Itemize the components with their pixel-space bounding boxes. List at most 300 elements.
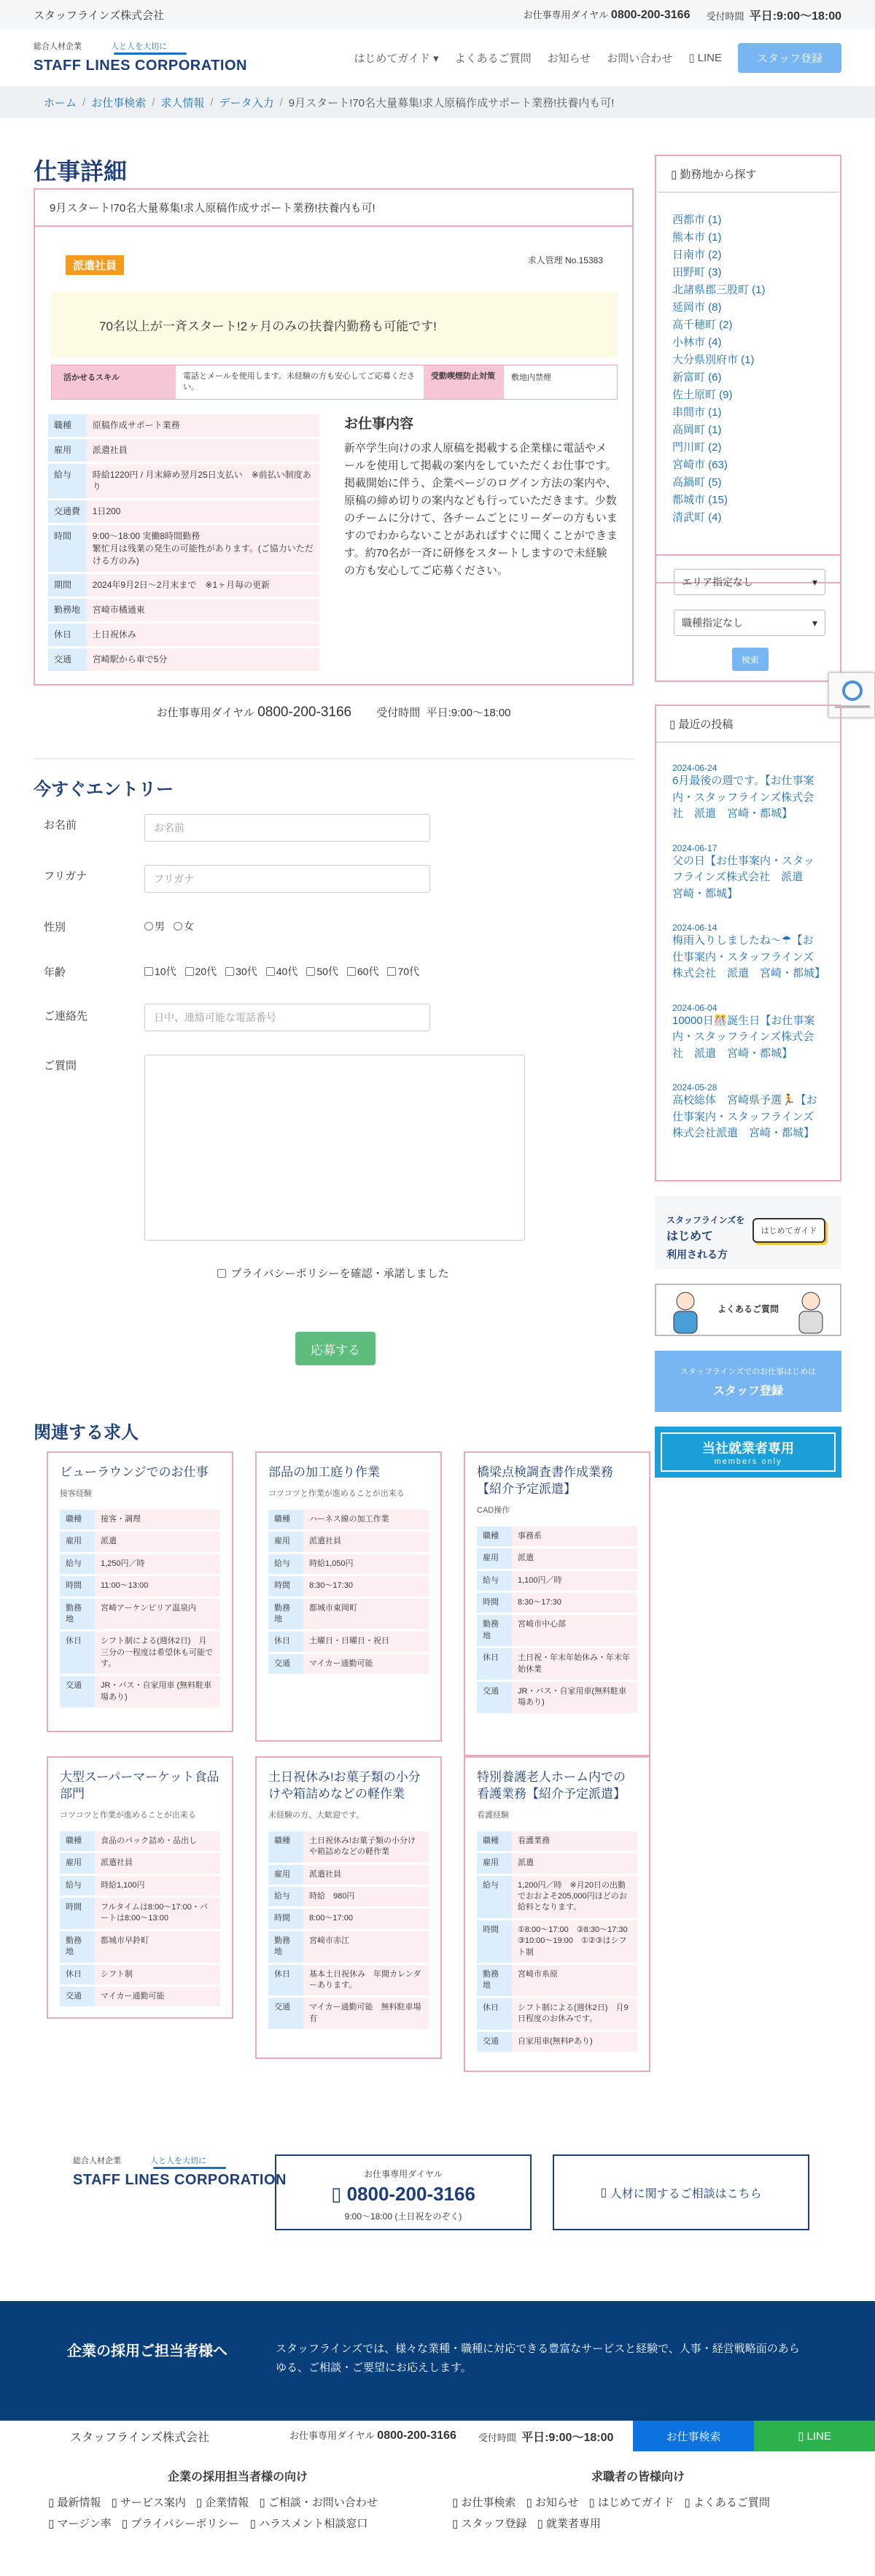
related-job-title[interactable]: 特別養護老人ホーム内での看護業務【紹介予定派遣】 (477, 1770, 626, 1801)
related-job-value: 1,100円／時 (512, 1571, 637, 1591)
footer-link[interactable]: ▯ ハラスメント相談窓口 (249, 2518, 368, 2530)
related-job-value: 派遣社員 (303, 1865, 429, 1885)
first-time-guide-banner[interactable]: スタッフラインズを はじめて 利用される方 はじめてガイド (655, 1196, 841, 1269)
footer-link[interactable]: ▯ スタッフ登録 (452, 2518, 527, 2530)
related-job-row (477, 1571, 637, 1591)
related-job-label: 勤務地 (477, 1615, 512, 1646)
related-job-title[interactable]: 部品の加工庭り作業 (268, 1465, 380, 1479)
related-job-subtitle: コツコツと作業が進めることが出来る (268, 1489, 405, 1498)
age-60[interactable]: 60代 (347, 964, 379, 979)
job-title: 9月スタート!70名大量募集!求人原稿作成サポート業務!扶養内も可! (35, 190, 632, 227)
gender-female[interactable]: 女 (174, 919, 194, 934)
footer-link[interactable]: ▯ マージン率 (48, 2518, 112, 2530)
related-job-label: 休日 (268, 1632, 303, 1651)
related-job-value: マイカー通勤可能 (303, 1654, 429, 1674)
square-icon: ▯ (195, 2497, 206, 2509)
gender-male[interactable]: 男 (144, 919, 165, 934)
related-job-label: 勤務地 (60, 1599, 95, 1630)
square-icon: ▯ (48, 2518, 58, 2530)
related-job-label: 給与 (477, 1571, 512, 1591)
post-title[interactable]: 6月最後の週です。【お仕事案内・スタッフラインズ株式会社 派遣 宮崎・都城】 (672, 775, 814, 820)
square-icon: ▯ (249, 2518, 259, 2530)
register-button[interactable]: スタッフ登録 (738, 43, 841, 73)
related-job-row (60, 1554, 220, 1574)
square-icon: ▯ (452, 2518, 462, 2530)
age-40[interactable]: 40代 (266, 964, 298, 979)
job-info-row (48, 599, 319, 621)
job-info-row (48, 574, 319, 597)
related-job-row (268, 1599, 429, 1630)
nav-news[interactable]: お知らせ (547, 52, 591, 65)
area-link[interactable]: 延岡市 (8) (672, 301, 722, 314)
skills-row (51, 365, 618, 400)
related-job-label: 勤務地 (268, 1931, 303, 1963)
post-date: 2024-06-17 (672, 842, 718, 853)
related-job-row (268, 1654, 429, 1674)
submit-button[interactable]: 応募する (295, 1332, 376, 1365)
nav-guide[interactable]: はじめてガイド ▾ (354, 52, 439, 65)
related-job-label: 給与 (60, 1876, 95, 1896)
related-job-label: 時間 (268, 1909, 303, 1928)
related-job-value: 宮崎アーケンビリア温泉内 (95, 1599, 220, 1630)
related-job-card[interactable] (255, 1756, 442, 2059)
related-job-label: 休日 (60, 1965, 95, 1985)
related-title: 関連する求人 (34, 1423, 139, 1443)
related-job-value: 派遣 (512, 1853, 637, 1873)
footer-link[interactable]: ▯ 最新情報 (48, 2497, 101, 2509)
related-job-label: 勤務地 (268, 1599, 303, 1630)
related-job-label: 給与 (268, 1887, 303, 1906)
job-description-title: お仕事内容 (344, 416, 414, 432)
breadcrumb-home[interactable]: ホーム (44, 96, 77, 109)
nav-faq[interactable]: よくあるご質問 (454, 52, 532, 65)
related-job-value: JR・バス・自家用車(無料駐車場あり) (512, 1682, 637, 1713)
area-link[interactable]: 佐土原町 (9) (672, 389, 733, 401)
job-info-label: 交通 (48, 648, 87, 671)
related-job-subtitle: 看護経験 (477, 1810, 509, 1820)
name-input[interactable]: お名前 (144, 814, 430, 842)
post-icon: ▯ (669, 718, 679, 731)
job-info-value: 宮崎駅から車で5分 (87, 648, 319, 671)
related-job-label: 時間 (60, 1576, 95, 1596)
members-only-banner[interactable]: 当社就業者専用 members only (655, 1427, 841, 1478)
related-job-label: 時間 (60, 1898, 95, 1929)
related-job-card[interactable] (464, 1756, 650, 2072)
job-catchphrase: 70名以上が一斉スタート!2ヶ月のみの扶養内勤務も可能です! (51, 292, 618, 357)
skills-label: 活かせるスキル (52, 365, 176, 399)
line-icon: ▯ (688, 52, 698, 64)
page-title: 仕事詳細 (34, 158, 128, 185)
related-job-row (60, 1853, 220, 1873)
nav-line[interactable]: ▯ LINE (688, 52, 722, 64)
related-job-subtitle: コツコツと作業が進めることが出来る (60, 1810, 196, 1820)
related-job-value: 8:30〜17:30 (512, 1593, 637, 1613)
job-info-value: 9:00〜18:00 実働8時間勤務 繁忙月は残業の発生の可能性があります。(ご協力いただける方のみ) (87, 525, 319, 572)
breadcrumb-jobs[interactable]: 求人情報 (160, 96, 205, 109)
square-icon: ▯ (121, 2518, 131, 2530)
footer-link[interactable]: ▯ 就業者専用 (537, 2518, 601, 2530)
job-type-select[interactable]: 職種指定なし ▾ (674, 610, 825, 636)
related-job-title[interactable]: 大型スーパーマーケット食品部門 (60, 1770, 219, 1801)
post-title[interactable]: 高校総体 宮崎県予選🏃【お仕事案内・スタッフラインズ株式会社派遣 宮崎・都城】 (672, 1094, 817, 1139)
area-link[interactable]: 宮崎市 (63) (672, 459, 728, 471)
area-link[interactable]: 新富町 (6) (672, 371, 722, 384)
top-bar (0, 0, 875, 29)
dial-number[interactable]: 0800-200-3166 (610, 9, 691, 21)
related-job-row (477, 1648, 637, 1680)
job-info-value: 原稿作成サポート業務 (87, 414, 319, 437)
age-50[interactable]: 50代 (306, 964, 338, 979)
related-job-row (60, 1510, 220, 1529)
age-label: 年齢 (44, 966, 66, 979)
entry-title: 今すぐエントリー (34, 780, 174, 799)
employment-badge: 派遣社員 (66, 255, 124, 275)
related-job-label: 時間 (477, 1920, 512, 1963)
contact-dial-number[interactable]: 0800-200-3166 (257, 705, 352, 720)
related-job-title[interactable]: 土日祝休み!お菓子類の小分けや箱詰めなどの軽作業 (268, 1770, 421, 1801)
related-job-label: 時間 (477, 1593, 512, 1613)
area-link[interactable]: 大分県別府市 (1) (672, 354, 755, 366)
job-info-row (48, 648, 319, 671)
related-job-label: 休日 (268, 1965, 303, 1996)
related-job-label: 雇用 (268, 1532, 303, 1551)
related-job-row (477, 1998, 637, 2030)
map-pin-icon: ▯ (671, 168, 680, 181)
related-job-label: 給与 (60, 1554, 95, 1574)
footer-phone-box[interactable]: お仕事専用ダイヤル ▯ 0800-200-3166 9:00〜18:00 (土日祝をのぞく) (275, 2154, 532, 2230)
related-job-row (60, 1898, 220, 1929)
search-button[interactable]: 検索 (732, 648, 769, 671)
post-date: 2024-06-14 (672, 923, 718, 933)
related-job-label: 交通 (268, 1654, 303, 1674)
area-select[interactable]: エリア指定なし ▾ (674, 569, 825, 595)
job-info-row (48, 525, 319, 572)
related-job-row (477, 1920, 637, 1963)
related-job-label: 休日 (477, 1998, 512, 2030)
related-job-subtitle: 未経験の方、大歓迎です。 (268, 1810, 365, 1820)
age-30[interactable]: 30代 (225, 964, 257, 979)
contact-input[interactable]: 日中、連絡可能な電話番号 (144, 1004, 430, 1031)
contact-line: お仕事専用ダイヤル 0800-200-3166 受付時間 平日:9:00〜18:00 (156, 705, 511, 720)
square-icon: ▯ (452, 2497, 462, 2509)
corporate-banner: 企業の採用ご担当者様へ スタッフラインズでは、様々な業種・職種に対応できる豊富なサービスと経験で、人事・経営戦略面のあらゆる、ご相談・ご要望にお応えします。 (0, 2301, 875, 2421)
related-job-row (477, 1593, 637, 1613)
job-info-table (48, 412, 319, 673)
breadcrumb-current: 9月スタート!70名大量募集!求人原稿作成サポート業務!扶養内も可! (288, 96, 615, 109)
post-title[interactable]: 梅雨入りしましたね〜☂【お仕事案内・スタッフラインズ株式会社 派遣 宮崎・都城】 (672, 934, 826, 979)
post-title[interactable]: 父の日【お仕事案内・スタッフラインズ株式会社 派遣 宮崎・都城】 (672, 854, 815, 900)
related-job-value: 派遣 (512, 1548, 637, 1568)
related-job-value: 基本土日祝休み 年間カレンダーあります。 (303, 1965, 429, 1996)
related-job-row (60, 1532, 220, 1551)
recent-posts-box (655, 705, 841, 1182)
area-link[interactable]: 清武町 (4) (672, 511, 722, 524)
related-job-row (60, 1987, 220, 2006)
job-description-text: 新卒学生向けの求人原稿を掲載する企業様に電話やメールを使用して掲載の案内をしていただくお仕事です。掲載開始に伴う、企業ページのログイン方法の案内や、原稿の締め切りの案内なども行っていただきます。少数のチームに分けて、各チームごとにリーダーの方もいますのでわからないことがあればすぐに聞くことができます。約70名が一斉に研修をスタートしますので未経験の方も安心してご応募ください。 (344, 442, 618, 577)
related-job-subtitle: 接客経験 (60, 1489, 92, 1498)
related-job-value: ハーネス線の加工作業 (303, 1510, 429, 1529)
age-70[interactable]: 70代 (387, 964, 419, 979)
job-info-value: 時給1220円 / 月末締め翌月25日支払い ※前払い制度あり (87, 464, 319, 499)
related-job-value: シフト制 (95, 1965, 220, 1985)
job-info-label: 時間 (48, 525, 87, 572)
related-job-row (477, 1853, 637, 1873)
related-job-value: 食品のパック詰め・品出し (95, 1831, 220, 1851)
related-job-label: 職種 (477, 1526, 512, 1546)
smoke-label: 受動喫煙防止対策 (424, 365, 504, 399)
related-job-value: 派遣 (95, 1532, 220, 1551)
privacy-consent[interactable]: プライバシーポリシーを確認・承諾しました (0, 1265, 666, 1281)
job-info-label: 給与 (48, 464, 87, 499)
related-job-label: 職種 (60, 1831, 95, 1851)
related-job-label: 雇用 (60, 1532, 95, 1551)
related-job-row (477, 1876, 637, 1918)
footer-link[interactable]: ▯ お知らせ (526, 2497, 579, 2509)
job-info-label: 休日 (48, 624, 87, 646)
job-description (344, 413, 618, 580)
job-search-box (655, 554, 841, 682)
related-job-row (268, 1998, 429, 2029)
related-job-value: 都城市東岡町 (303, 1599, 429, 1630)
job-info-label: 交通費 (48, 500, 87, 523)
square-icon: ▯ (111, 2497, 120, 2509)
related-job-row (268, 1576, 429, 1596)
area-link[interactable]: 熊本市 (1) (672, 231, 722, 244)
job-number: 求人管理 No.15383 (527, 255, 603, 265)
name-label: お名前 (44, 819, 77, 831)
related-job-row (477, 1526, 637, 1546)
related-job-value: 8:00〜17:00 (303, 1909, 429, 1928)
job-info-row (48, 464, 319, 499)
related-job-value: 1,200円／時 ※月20日の出勤でおおよそ205,000円ほどのお給料となります。 (512, 1876, 637, 1918)
square-icon: ▯ (684, 2497, 693, 2509)
post-date: 2024-06-24 (672, 763, 718, 773)
related-job-value: 宮崎市中心部 (512, 1615, 637, 1646)
related-job-value: 派遣社員 (95, 1853, 220, 1873)
smoke-value: 敷地内禁煙 (511, 373, 551, 382)
first-guide-button: はじめてガイド (752, 1218, 825, 1243)
related-job-value: 都城市早鈴町 (95, 1931, 220, 1963)
privacy-checkbox[interactable] (217, 1269, 226, 1278)
related-job-label: 雇用 (477, 1548, 512, 1568)
recent-posts-title: ▯ 最近の投稿 (656, 706, 840, 742)
nav-contact[interactable]: お問い合わせ (607, 52, 673, 65)
job-info-value: 1日200 (87, 500, 319, 523)
related-job-value: 宮崎市糸原 (512, 1965, 637, 1996)
related-job-label: 勤務地 (477, 1965, 512, 1996)
related-job-row (60, 1876, 220, 1896)
job-info-label: 期間 (48, 574, 87, 597)
footer-link[interactable]: ▯ プライバシーポリシー (121, 2518, 240, 2530)
related-job-value: シフト制による(週休2日) 月三分の一程度は希望休も可能です。 (95, 1632, 220, 1674)
related-job-row (60, 1599, 220, 1630)
related-job-value: 土日祝・年末年始休み・年末年始休業 (512, 1648, 637, 1680)
related-job-label: 雇用 (60, 1853, 95, 1873)
kana-label: フリガナ (44, 870, 88, 882)
kana-input[interactable]: フリガナ (144, 865, 430, 893)
skills-value: 電話とメールを使用します。未経験の方も安心してご応募ください。 (183, 372, 415, 392)
related-job-value: 8:30〜17:30 (303, 1576, 429, 1596)
area-link[interactable]: 西都市 (1) (672, 214, 722, 226)
recent-post[interactable] (656, 1003, 840, 1063)
breadcrumb-search[interactable]: お仕事検索 (91, 96, 147, 109)
related-job-value: 自家用車(無料Pあり) (512, 2032, 637, 2052)
related-job-title[interactable]: 橋梁点検調査書作成業務【紹介予定派遣】 (477, 1465, 613, 1496)
post-date: 2024-06-04 (672, 1002, 718, 1013)
footer-link[interactable]: ▯ サービス案内 (111, 2497, 186, 2509)
related-job-value: 土日祝休み!お菓子類の小分けや箱詰めなどの軽作業 (303, 1831, 429, 1863)
related-job-value: 看護業務 (512, 1831, 637, 1851)
job-info-label: 雇用 (48, 439, 87, 462)
area-link[interactable]: 高鍋町 (5) (672, 476, 722, 489)
square-icon: ▯ (259, 2497, 268, 2509)
related-job-value: 土曜日・日曜日・祝日 (303, 1632, 429, 1651)
related-job-value: マイカー通勤可能 無料駐車場有 (303, 1998, 429, 2029)
post-title[interactable]: 10000日🎊誕生日【お仕事案内・スタッフラインズ株式会社 派遣 宮崎・都城】 (672, 1014, 815, 1060)
recent-post[interactable] (656, 763, 840, 823)
job-info-value: 2024年9月2日〜2月末まで ※1ヶ月毎の更新 (87, 574, 319, 597)
related-job-value: 11:00〜13:00 (95, 1576, 220, 1596)
area-search-box (655, 155, 841, 583)
area-link[interactable]: 高岡町 (1) (672, 424, 722, 436)
line-icon: ▯ (798, 2430, 807, 2443)
company-name: スタッフラインズ株式会社 (34, 9, 165, 22)
related-job-value: 事務系 (512, 1526, 637, 1546)
area-link[interactable]: 田野町 (3) (672, 266, 722, 279)
age-10[interactable]: 10代 (144, 964, 176, 979)
related-job-label: 雇用 (477, 1853, 512, 1873)
related-job-value: 接客・調理 (95, 1510, 220, 1529)
related-job-title[interactable]: ビューラウンジでのお仕事 (60, 1465, 209, 1479)
related-job-card[interactable] (255, 1451, 442, 1742)
person-icon: ▯ (600, 2187, 610, 2199)
related-job-label: 休日 (477, 1648, 512, 1680)
area-link[interactable]: 都城市 (15) (672, 494, 728, 506)
related-job-row (60, 1676, 220, 1707)
related-job-row (268, 1931, 429, 1963)
related-job-row (477, 1831, 637, 1851)
related-job-row (477, 1682, 637, 1713)
related-job-row (268, 1887, 429, 1906)
related-job-label: 給与 (477, 1876, 512, 1918)
related-job-row (268, 1632, 429, 1651)
breadcrumb-category[interactable]: データ入力 (219, 96, 274, 109)
job-info-row (48, 439, 319, 462)
contact-label: ご連絡先 (44, 1010, 88, 1023)
related-job-label: 交通 (477, 2032, 512, 2052)
recent-post[interactable] (656, 843, 840, 903)
related-job-label: 交通 (477, 1682, 512, 1713)
footer-bar: スタッフラインズ株式会社 お仕事専用ダイヤル 0800-200-3166 受付時間 平日:9:00〜18:00 お仕事検索 ▯ LINE (0, 2421, 875, 2451)
related-job-label: 休日 (60, 1632, 95, 1674)
related-job-value: 時給1,100円 (95, 1876, 220, 1896)
chevron-down-icon: ▾ (812, 616, 817, 629)
related-job-row (268, 1510, 429, 1529)
dial-info: お仕事専用ダイヤル 0800-200-3166 (523, 9, 691, 21)
faq-banner[interactable]: よくあるご質問 (655, 1284, 841, 1336)
job-info-label: 職種 (48, 414, 87, 437)
site-logo[interactable]: 総合人材企業 人と人を大切に STAFF LINES CORPORATION (34, 42, 247, 74)
related-job-value: フルタイムは8:00〜17:00・パートは8:00〜13:00 (95, 1898, 220, 1929)
footer-search-button[interactable]: お仕事検索 (633, 2421, 754, 2451)
footer-link[interactable]: ▯ はじめてガイド (588, 2497, 674, 2509)
area-list (656, 193, 840, 546)
related-job-value: シフト制による(週休2日) 月9日程度のお休みです。 (512, 1998, 637, 2030)
related-job-value: マイカー通勤可能 (95, 1987, 220, 2006)
related-job-row (268, 1865, 429, 1885)
gender-options (144, 919, 194, 934)
related-job-row (268, 1554, 429, 1574)
square-icon: ▯ (588, 2497, 598, 2509)
footer-link[interactable]: ▯ 企業情報 (195, 2497, 249, 2509)
age-20[interactable]: 20代 (185, 964, 217, 979)
area-link[interactable]: 門川町 (2) (672, 441, 722, 454)
related-job-row (477, 2032, 637, 2052)
corp-links-column: 企業の採用担当者様の向け ▯ 最新情報 ▯ サービス案内 ▯ 企業情報 ▯ ご相談・お問い合わせ ▯ マージン率 ▯ プライバシーポリシー ▯ ハラスメント相談窓口 (48, 2471, 378, 2530)
phone-icon: ▯ (331, 2183, 347, 2205)
square-icon: ▯ (48, 2497, 58, 2509)
related-job-row (477, 1965, 637, 1996)
related-job-label: 職種 (477, 1831, 512, 1851)
hours-info: 受付時間 平日:9:00〜18:00 (706, 9, 841, 23)
area-link[interactable]: 日南市 (2) (672, 249, 722, 261)
recent-post[interactable] (656, 1082, 840, 1142)
related-job-card[interactable] (464, 1451, 650, 1756)
footer-link[interactable]: ▯ お仕事検索 (452, 2497, 516, 2509)
related-job-row (268, 1532, 429, 1551)
area-search-title: ▯ 勤務地から探す (658, 156, 839, 193)
header (0, 29, 875, 86)
related-job-value: ①8:00〜17:00 ②8:30〜17:30 ③10:00〜19:00 ①②③はシフト制 (512, 1920, 637, 1963)
related-job-value: 1,250円／時 (95, 1554, 220, 1574)
related-job-row (60, 1931, 220, 1963)
related-job-label: 職種 (268, 1831, 303, 1863)
related-job-label: 職種 (268, 1510, 303, 1529)
question-label: ご質問 (44, 1060, 77, 1072)
footer-link[interactable]: ▯ ご相談・お問い合わせ (259, 2497, 378, 2509)
related-job-value: 時給 980円 (303, 1887, 429, 1906)
footer-link[interactable]: ▯ よくあるご質問 (684, 2497, 770, 2509)
job-info-value: 土日祝休み (87, 624, 319, 646)
related-job-value: 時給1,050円 (303, 1554, 429, 1574)
post-date: 2024-05-28 (672, 1082, 718, 1093)
footer-links (0, 2451, 875, 2576)
job-info-value: 宮崎市橘通東 (87, 599, 319, 621)
related-job-label: 給与 (268, 1554, 303, 1574)
related-job-label: 雇用 (268, 1865, 303, 1885)
main-nav (354, 43, 841, 73)
related-job-row (268, 1909, 429, 1928)
age-options (144, 964, 419, 979)
related-job-card[interactable] (47, 1451, 233, 1732)
footer-line-button[interactable]: ▯ LINE (754, 2421, 875, 2451)
area-link[interactable]: 小林市 (4) (672, 336, 722, 349)
job-info-row (48, 414, 319, 437)
related-job-card[interactable] (47, 1756, 233, 2019)
area-link[interactable]: 北諸県郡三股町 (1) (672, 284, 766, 296)
staff-register-banner[interactable]: スタッフラインズでのお仕事はじめは スタッフ登録 (655, 1351, 841, 1412)
square-icon: ▯ (537, 2518, 546, 2530)
related-job-label: 職種 (60, 1510, 95, 1529)
related-job-row (477, 1615, 637, 1646)
area-link[interactable]: 高千穂町 (2) (672, 319, 733, 331)
question-textarea[interactable] (144, 1055, 525, 1241)
area-link[interactable]: 串間市 (1) (672, 406, 722, 419)
square-icon: ▯ (526, 2497, 535, 2509)
recent-post[interactable] (656, 923, 840, 982)
consult-button[interactable]: ▯ 人材に関するご相談はこちら (553, 2154, 809, 2230)
footer-logo[interactable]: 総合人材企業 人と人を大切に STAFF LINES CORPORATION (73, 2157, 287, 2188)
